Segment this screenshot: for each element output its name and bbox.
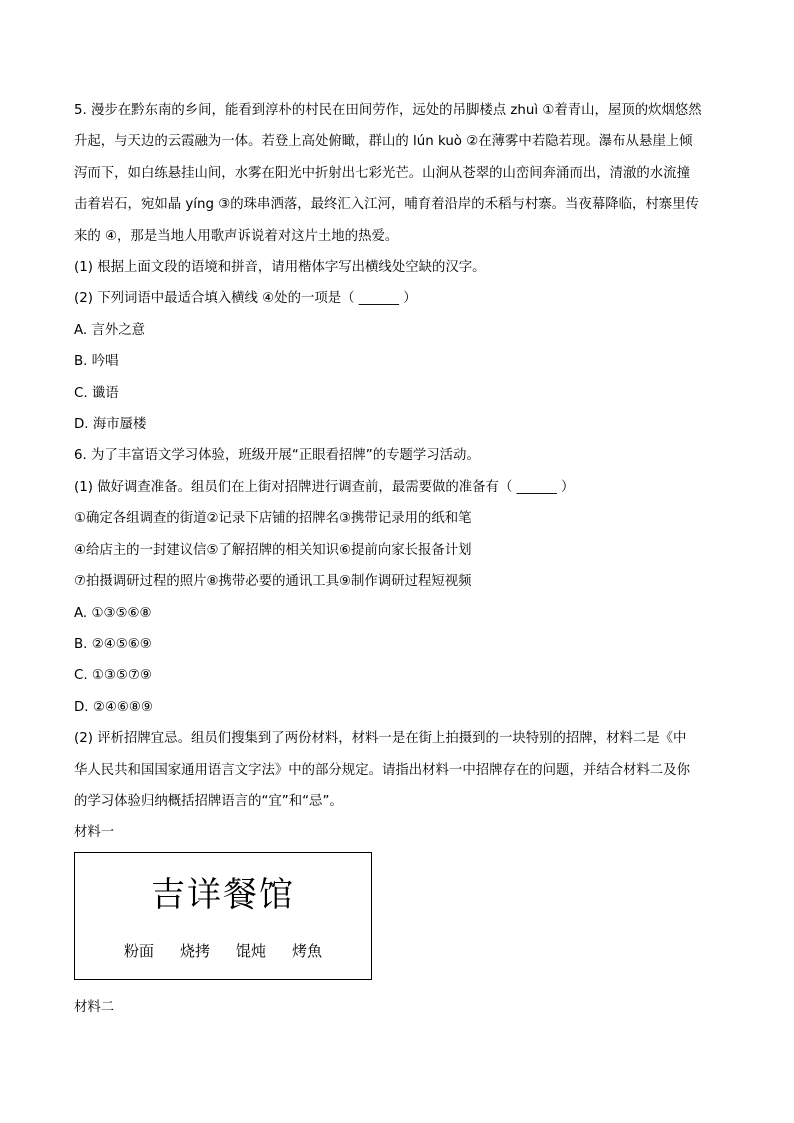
q5-option-d: D. 海市蜃楼 [74,417,147,433]
q5-line-1: 5. 漫步在黔东南的乡间，能看到淳朴的村民在田间劳作，远处的吊脚楼点 zhuì ①着青山，屋顶的炊烟悠然 [74,103,702,118]
q6-sub-question-2-line-3: 的学习体验归纳概括招牌语言的“宜”和“忌”。 [74,793,343,809]
signboard-title: 吉详餐馆 [151,875,295,915]
q6-option-b: B. ②④⑤⑥⑨ [74,636,152,652]
signboard-item: 粉面 [123,942,154,960]
q5-line-4: 击着岩石，宛如晶 yíng ③的珠串洒落，最终汇入江河，哺育着沿岸的禾稻与村寨。当夜幕降临，村寨里传 [74,197,699,213]
q6-item-row-2: ④给店主的一封建议信⑤了解招牌的相关知识⑥提前向家长报备计划 [74,542,472,558]
q5-option-b: B. 吟唱 [74,354,119,370]
document-body [74,95,724,849]
q6-sub-question-2-line-1: (2) 评析招牌宜忌。组员们搜集到了两份材料，材料一是在街上拍摄到的一块特别的招牌，材料二是《中 [74,731,687,747]
signboard-item: 馄炖 [236,942,267,960]
q6-option-a: A. ①③⑤⑥⑧ [74,605,152,621]
signboard-items [75,941,371,961]
q6-intro: 6. 为了丰富语文学习体验，班级开展“正眼看招牌”的专题学习活动。 [74,448,480,464]
q6-option-c: C. ①③⑤⑦⑨ [74,668,152,684]
q6-sub-question-2-line-2: 华人民共和国国家通用语言文字法》中的部分规定。请指出材料一中招牌存在的问题，并结合材料二及你 [74,762,690,778]
q5-sub-question-1: (1) 根据上面文段的语境和拼音，请用楷体字写出横线处空缺的汉字。 [74,260,486,276]
q6-option-d: D. ②④⑥⑧⑨ [74,699,153,715]
q5-line-2: 升起，与天边的云霞融为一体。若登上高处俯瞰，群山的 lún kuò ②在薄雾中若隐若现。瀑布从悬崖上倾 [74,134,693,150]
signboard-image [74,852,372,980]
q5-line-3: 泻而下，如白练悬挂山间，水雾在阳光中折射出七彩光芒。山涧从苍翠的山峦间奔涌而出，清澈的水流撞 [74,165,690,181]
q5-option-c: C. 谶语 [74,385,119,401]
signboard-item: 烧拷 [179,942,210,960]
q5-option-a: A. 言外之意 [74,322,145,338]
q5-line-5: 来的 ④，那是当地人用歌声诉说着对这片土地的热爱。 [74,228,399,244]
q6-sub-question-1: (1) 做好调查准备。组员们在上街对招牌进行调查前，最需要做的准备有（ ______ ） [74,479,575,495]
q6-item-row-3: ⑦拍摄调研过程的照片⑧携带必要的通讯工具⑨制作调研过程短视频 [74,574,472,590]
material-2-label: 材料二 [74,1000,115,1015]
material-1-label: 材料一 [74,825,115,841]
q6-item-row-1: ①确定各组调查的街道②记录下店铺的招牌名③携带记录用的纸和笔 [74,511,472,527]
signboard-item: 烤魚 [292,942,323,960]
q5-sub-question-2: (2) 下列词语中最适合填入横线 ④处的一项是（ ______ ） [74,291,417,307]
